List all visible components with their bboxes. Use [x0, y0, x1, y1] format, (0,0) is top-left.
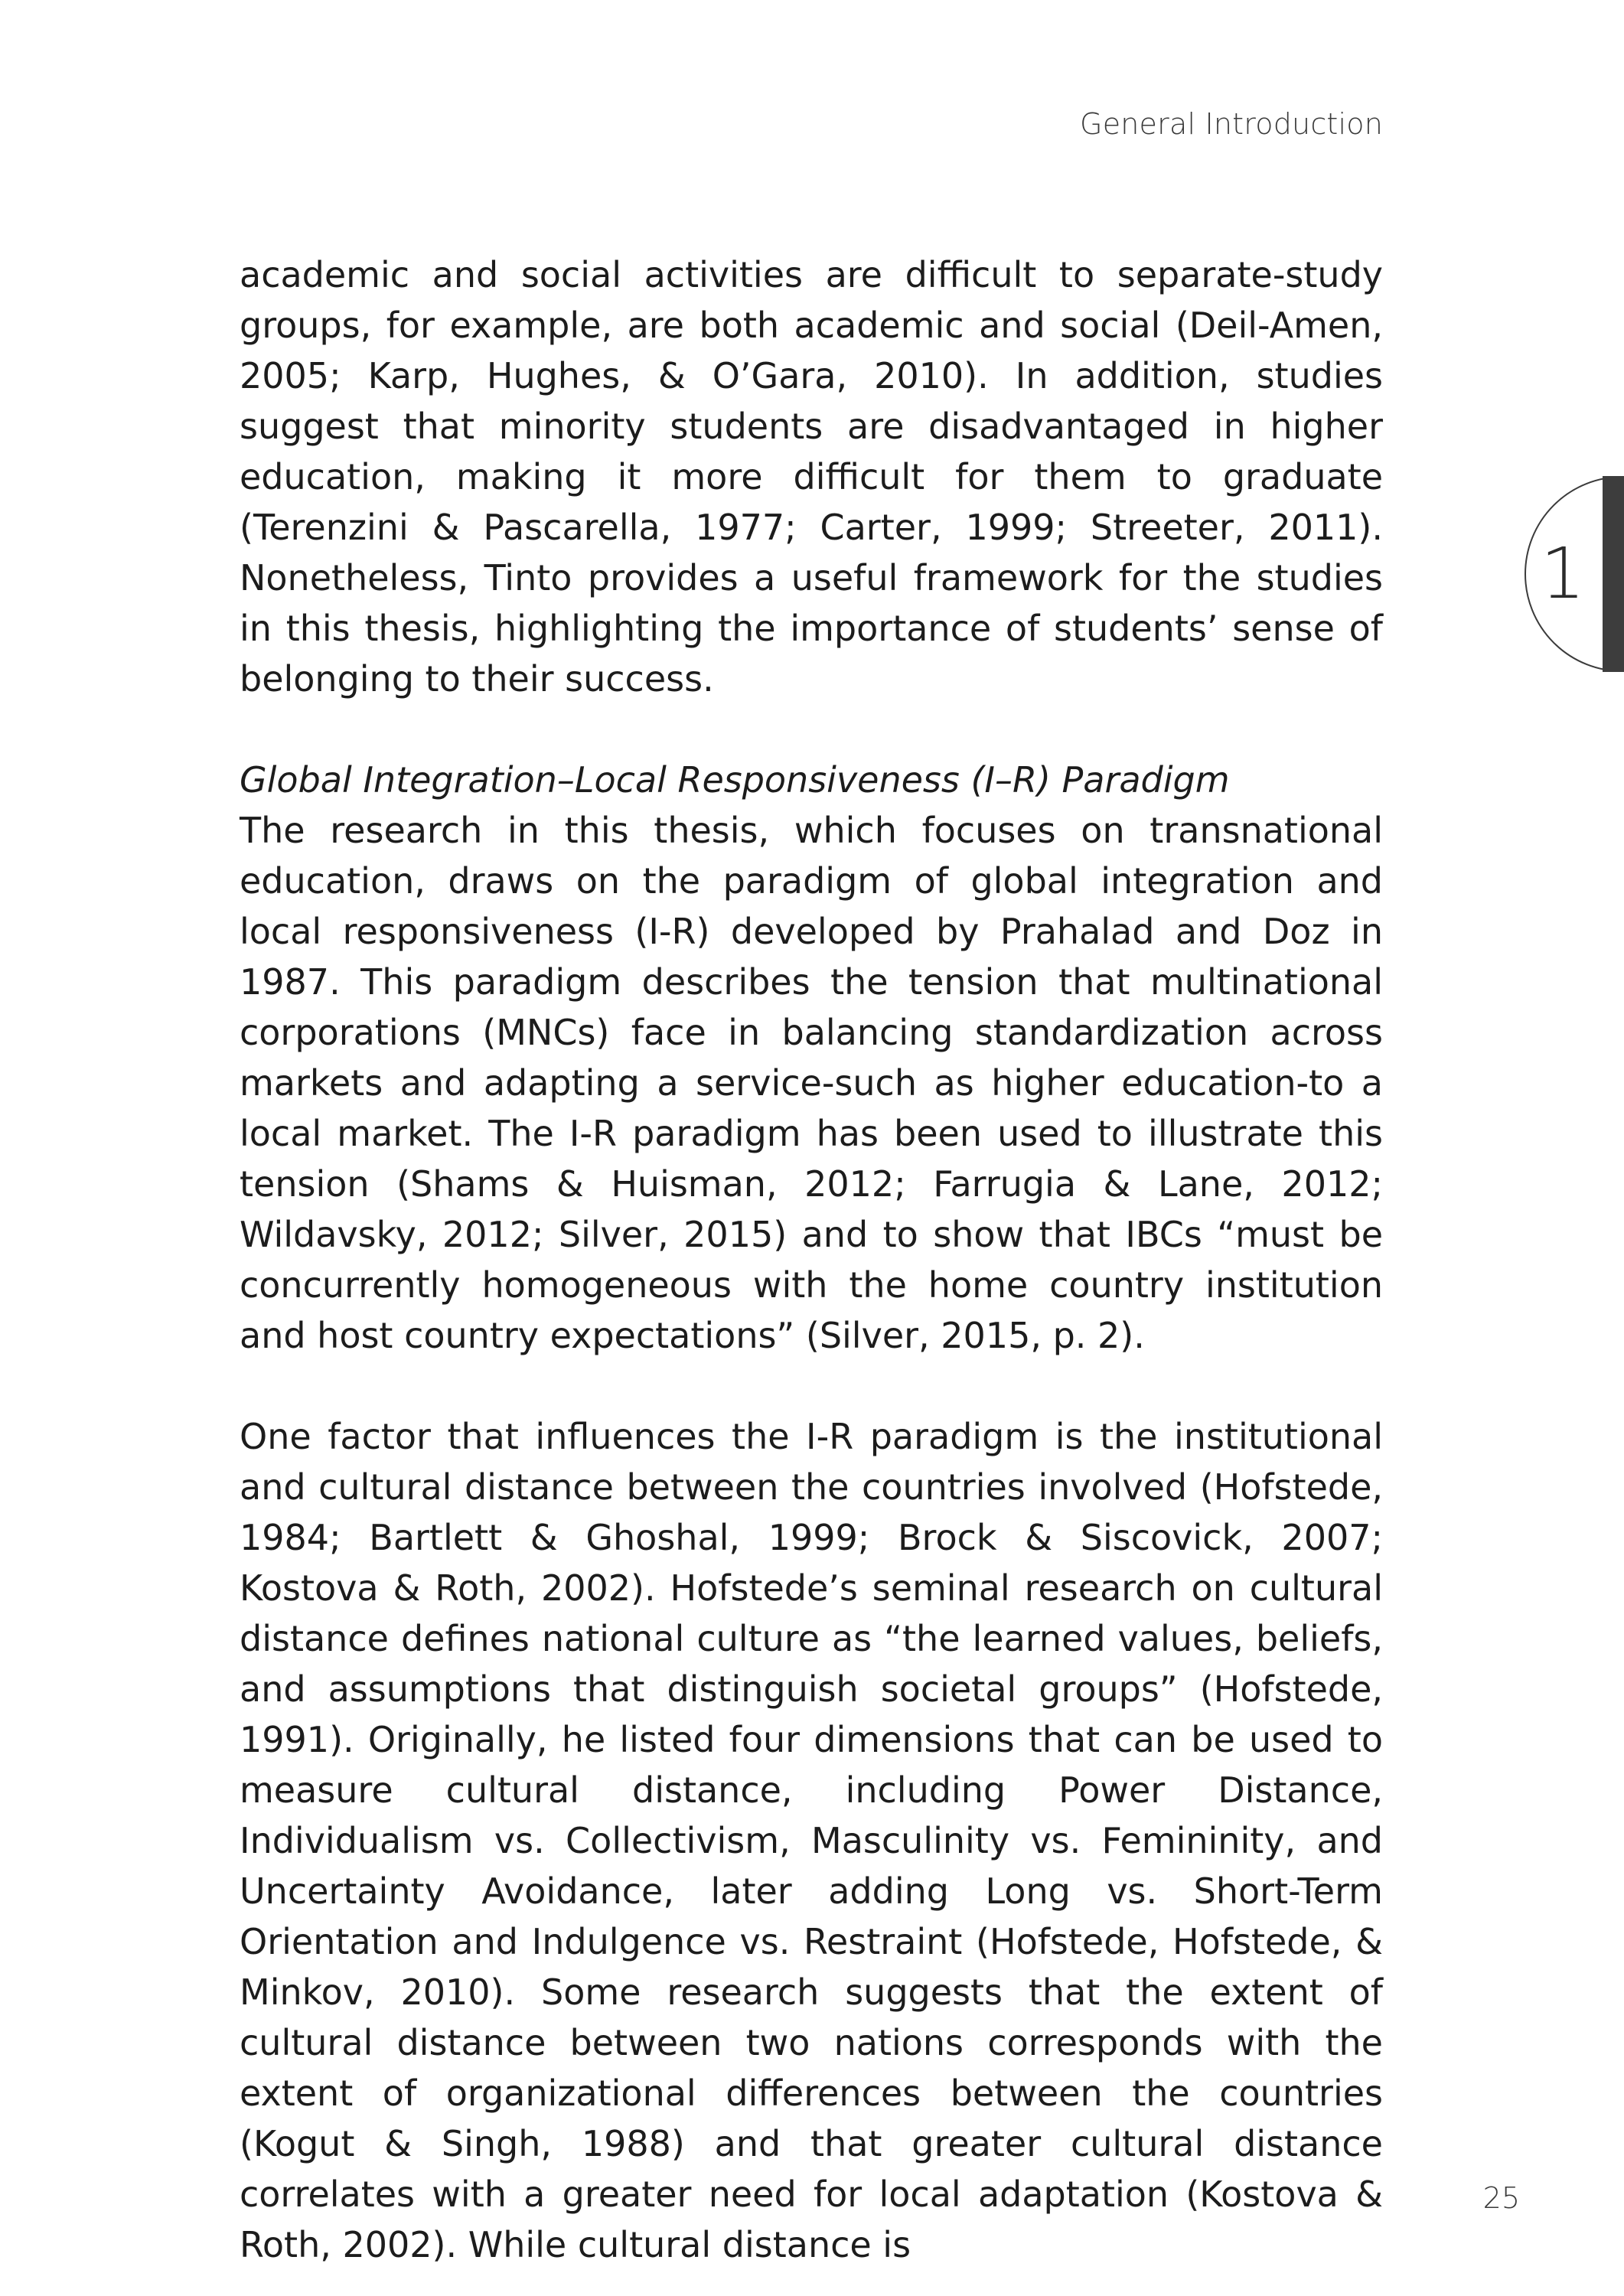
section-subheading: Global Integration–Local Responsiveness (I–R) Paradigm: [240, 759, 1230, 801]
chapter-tab-bar: [1603, 476, 1624, 672]
paragraph-1: academic and social activities are difficult to separate-study groups, for example, are both academic and social (Deil-Amen, 2005; Karp, Hughes, & O’Gara, 2010). In addition, studies suggest that minority students are disadvantaged in higher education, making it more difficult for them to graduate (Terenzini & Pascarella, 1977; Carter, 1999; Streeter, 2011). Nonetheless, Tinto provides a useful framework for the studies in this thesis, highlighting the importance of students’ sense of belonging to their success.: [240, 254, 1383, 700]
page-number: 25: [1482, 2181, 1520, 2215]
paragraph-spacer: [240, 1361, 1383, 1411]
paragraph-3: One factor that influences the I-R paradigm is the institutional and cultural distance between the countries involved (Hofstede, 1984; Bartlett & Ghoshal, 1999; Brock & Siscovick, 2007; Kostova & Roth, 2002). Hofstede’s seminal research on cultural distance defines national culture as “the learned values, beliefs, and assumptions that distinguish societal groups” (Hofstede, 1991). Originally, he listed four dimensions that can be used to measure cultural distance, including Power Distance, Individualism vs. Collectivism, Masculinity vs. Femininity, and Uncertainty Avoidance, later adding Long vs. Short-Term Orientation and Indulgence vs. Restraint (Hofstede, Hofstede, & Minkov, 2010). Some research suggests that the extent of cultural distance between two nations corresponds with the extent of organizational differences between the countries (Kogut & Singh, 1988) and that greater cultural distance correlates with a greater need for local adaptation (Kostova & Roth, 2002). While cultural distance is: [240, 1416, 1383, 2265]
paragraph-spacer: [240, 704, 1383, 755]
paragraph-2: The research in this thesis, which focuses on transnational education, draws on the paradigm of global integration and local responsiveness (I-R) developed by Prahalad and Doz in 1987. This paradigm describes the tension that multinational corporations (MNCs) face in balancing standardization across markets and adapting a service-such as higher education-to a local market. The I-R paradigm has been used to illustrate this tension (Shams & Huisman, 2012; Farrugia & Lane, 2012; Wildavsky, 2012; Silver, 2015) and to show that IBCs “must be concurrently homogeneous with the home country institution and host country expectations” (Silver, 2015, p. 2).: [240, 810, 1383, 1356]
body-text: [240, 249, 1383, 2270]
running-header-title: General Introduction: [1080, 107, 1383, 141]
chapter-tab: [1525, 476, 1624, 672]
chapter-number: 1: [1540, 533, 1586, 615]
